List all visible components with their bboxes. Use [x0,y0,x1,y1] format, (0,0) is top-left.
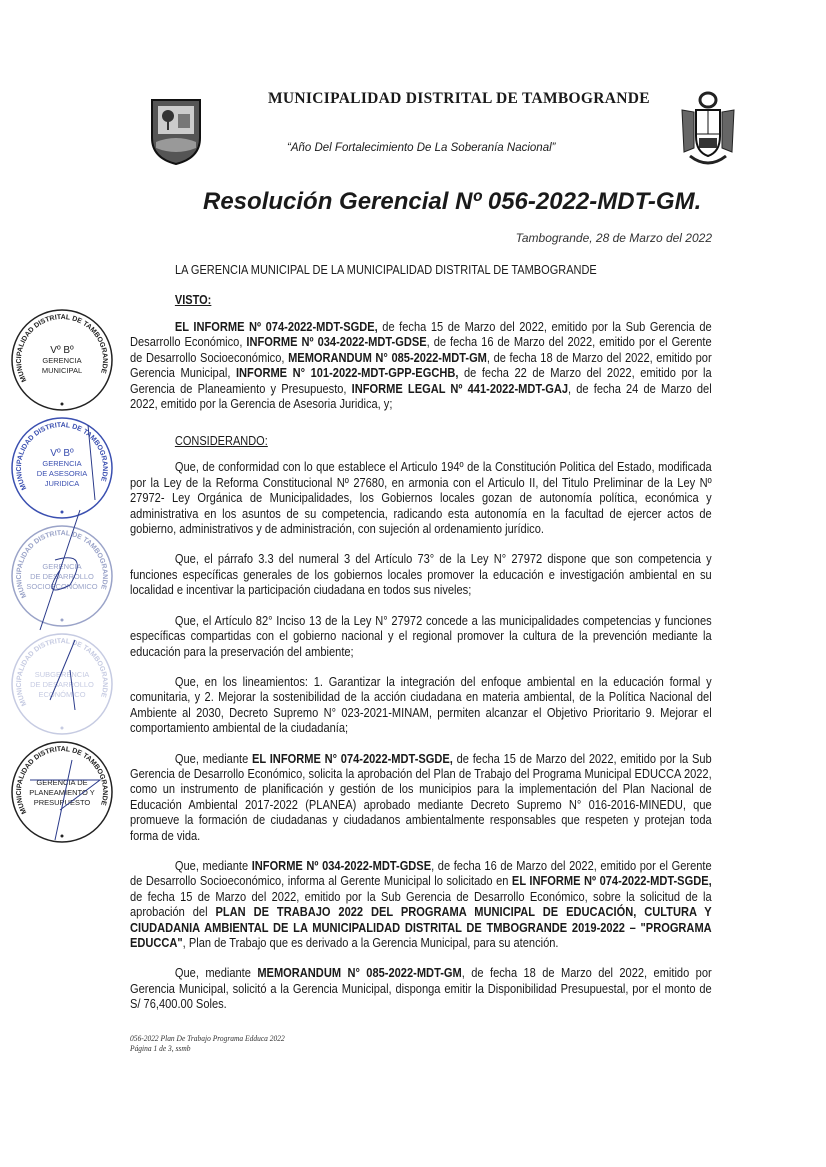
coat-of-arms [680,90,736,170]
svg-text:GERENCIA: GERENCIA [42,459,82,468]
document-date: Tambogrande, 28 de Marzo del 2022 [515,231,712,245]
document-reference: EL INFORME Nº 074-2022-MDT-SGDE, [174,320,378,334]
paragraph-text: , Plan de Trabajo que es derivado a la Gerencia Municipal, para su atención. [182,936,559,950]
paragraph [130,320,712,412]
svg-text:GERENCIA DE: GERENCIA DE [36,778,88,787]
issuer-line: LA GERENCIA MUNICIPAL DE LA MUNICIPALIDAD DISTRITAL DE TAMBOGRANDE [175,263,597,277]
approval-stamp [12,742,112,842]
paragraph-text: Que, mediante [174,858,252,873]
paragraph-text: , de fecha 24 de Marzo del 2022, emitido por la Gerencia de Asesoria Juridica, y; [130,381,712,412]
paragraph-text: Que, mediante [174,751,253,766]
paragraph-text: , de fecha 18 de Marzo del 2022, emitido por Gerencia Municipal, solicitó a la Gerencia Municipal, disponga emitir la Disponibilidad Presupuestal, por el monto de S/ 76,400.00 Soles. [130,966,712,1012]
section-visto: VISTO: [174,293,212,307]
svg-text:JURIDICA: JURIDICA [44,479,80,488]
section-considerando: CONSIDERANDO: [174,434,268,449]
paragraph-text: Que, en los lineamientos: 1. Garantizar la integración del enfoque ambiental en la educación formal y comunitaria, y 2. Mejorar la sostenibilidad de la acción ciudadana en materia ambiental, de la Política Nacional del Ambiente al 2030, Decreto Supremo N° 023-2021-MINAM, permiten alcanzar el Objetivo Prioritario 9. Mejorar el comportamiento ambiental de la ciudadanía; [130,674,712,736]
document-reference: EL INFORME N° 074-2022-MDT-SGDE, [252,751,453,766]
approval-stamp [12,526,112,626]
paragraph-text: Que, el Artículo 82° Inciso 13 de la Ley N° 27972 concede a las municipalidades competencias y funciones específicas compartidas con el gobierno nacional y el regional promover la cultura de la prevención mediante la educación para la preservación del ambiente; [130,613,712,659]
paragraph [130,552,712,598]
document-reference: EL INFORME Nº 074-2022-MDT-SGDE, [511,874,712,889]
paragraph-text: , de fecha 18 de Marzo del 2022, emitido por Gerencia Municipal, [130,350,712,381]
paragraph [130,675,712,737]
document-reference: MEMORANDUM N° 085-2022-MDT-GM [288,350,487,365]
institution-name: MUNICIPALIDAD DISTRITAL DE TAMBOGRANDE [268,90,650,107]
paragraph-text: , de fecha 16 de Marzo del 2022, emitido por el Gerente de Desarrollo Socioeconómico, [130,335,712,365]
document-reference: INFORME Nº 034-2022-MDT-GDSE [251,858,432,873]
svg-text:MUNICIPALIDAD DISTRITAL DE TAM: MUNICIPALIDAD DISTRITAL DE TAMBOGRANDE [15,421,109,491]
svg-text:MUNICIPALIDAD DISTRITAL DE TAM: MUNICIPALIDAD DISTRITAL DE TAMBOGRANDE [15,637,109,707]
svg-text:DE DESARROLLO: DE DESARROLLO [30,680,94,689]
approval-stamp [12,418,112,518]
paragraph-text: Que, mediante [174,966,258,981]
svg-text:SUBGERENCIA: SUBGERENCIA [34,670,90,679]
svg-text:GERENCIA: GERENCIA [42,356,82,365]
footer [130,1033,712,1053]
svg-text:Vº Bº: Vº Bº [50,345,74,356]
approval-stamp [12,634,112,734]
footer-page-number: Página 1 de 3, ssmb [130,1042,191,1053]
paragraph-text: de fecha 22 de Marzo del 2022, emitido por la Gerencia de Planeamiento y Presupuesto, [130,366,712,396]
paragraph-text: , de fecha 16 de Marzo del 2022, emitido por el Gerente de Desarrollo Socioeconómico, informa al Gerente Municipal lo solicitado en [130,858,712,889]
paragraph [130,614,712,660]
paragraph [130,460,712,537]
document-reference: INFORME LEGAL Nº 441-2022-MDT-GAJ [351,381,569,396]
svg-text:MUNICIPAL: MUNICIPAL [41,366,83,375]
svg-text:MUNICIPALIDAD DISTRITAL DE TAM: MUNICIPALIDAD DISTRITAL DE TAMBOGRANDE [15,745,109,815]
svg-text:DE DESARROLLO: DE DESARROLLO [30,572,94,581]
paragraph-text: Que, de conformidad con lo que establece el Articulo 194º de la Constitución Politica del Estado, modificada por la Ley de la Reforma Constitucional Nº 27680, en armonia con el Articulo II, del Titulo Preliminar de la Ley Nº 27972- Ley Orgánica de Municipalidades, los Gobiernos locales gozan de autonomía política, económica y administrativa en los asuntos de su competencia, radicando esta autonomía en la facultad de ejercer actos de gobierno, administrativos y de administración, con sujeción al ordenamiento jurídico. [130,460,712,537]
paragraph [130,966,712,1012]
municipal-logo [150,98,202,166]
svg-text:PLANEAMIENTO Y: PLANEAMIENTO Y [29,788,95,797]
svg-text:MUNICIPALIDAD DISTRITAL DE TAM: MUNICIPALIDAD DISTRITAL DE TAMBOGRANDE [15,313,109,383]
svg-text:Vº Bº: Vº Bº [50,448,74,459]
paragraph-text: de fecha 15 de Marzo del 2022, emitido por la Sub Gerencia de Desarrollo Económico, sobre la solicitud de la aprobación del [130,889,712,920]
svg-text:GERENCIA: GERENCIA [42,562,82,571]
approval-stamps [0,300,126,850]
paragraph-text: de fecha 15 de Marzo del 2022, emitido por la Sub Gerencia de Desarrollo Económico, solicita la aprobación del Plan de Trabajo del Programa Municipal EDUCCA 2022, como un instrumento de planificación y gestión de los municipios para la implementación del Plan Nacional de Educación Ambiental 2017-2022 (PLANEA) aprobado mediante Decreto Supremo N° 016-2016-MINEDU, que promueve la formación de ciudadanas y ciudadanos ambientalmente responsables que respeten y protejan toda forma de vida. [130,751,712,843]
document-reference: INFORME N° 101-2022-MDT-GPP-EGCHB, [235,366,459,381]
resolution-title: Resolución Gerencial Nº 056-2022-MDT-GM. [203,188,702,215]
document-reference: PLAN DE TRABAJO 2022 DEL PROGRAMA MUNICIPAL DE EDUCACIÓN, CULTURA Y CIUDADANIA AMBIENTAL DE LA MUNICIPALIDAD DISTRITAL DE TMBOGRANDE 2019-2022 – "PROGRAMA EDUCCA" [130,905,712,950]
paragraph-text: de fecha 15 de Marzo del 2022, emitido por la Sub Gerencia de Desarrollo Económico, [130,320,712,350]
paragraph [130,752,712,844]
paragraph-text: Que, el párrafo 3.3 del numeral 3 del Artículo 73° de la Ley N° 27972 dispone que son competencia y funciones específicas generales de los gobiernos locales promover la educación e investigación ambiental en su localidad e incentivar la participación ciudadana en todos sus niveles; [130,552,712,598]
svg-text:MUNICIPALIDAD DISTRITAL DE TAM: MUNICIPALIDAD DISTRITAL DE TAMBOGRANDE [15,529,109,599]
svg-text:ECONÓMICO: ECONÓMICO [38,690,86,699]
footer-reference: 056-2022 Plan De Trabajo Programa Edduca 2022 [130,1032,285,1043]
document-reference: MEMORANDUM N° 085-2022-MDT-GM [257,966,462,981]
svg-text:PRESUPUESTO: PRESUPUESTO [33,798,91,807]
document-reference: INFORME Nº 034-2022-MDT-GDSE [246,335,427,350]
paragraph [130,859,712,951]
document-body [130,293,712,1053]
year-motto: “Año Del Fortalecimiento De La Soberanía Nacional” [287,142,556,154]
svg-text:DE ASESORIA: DE ASESORIA [36,469,88,478]
svg-text:SOCIOECONÓMICO: SOCIOECONÓMICO [26,582,98,591]
approval-stamp [12,310,112,410]
